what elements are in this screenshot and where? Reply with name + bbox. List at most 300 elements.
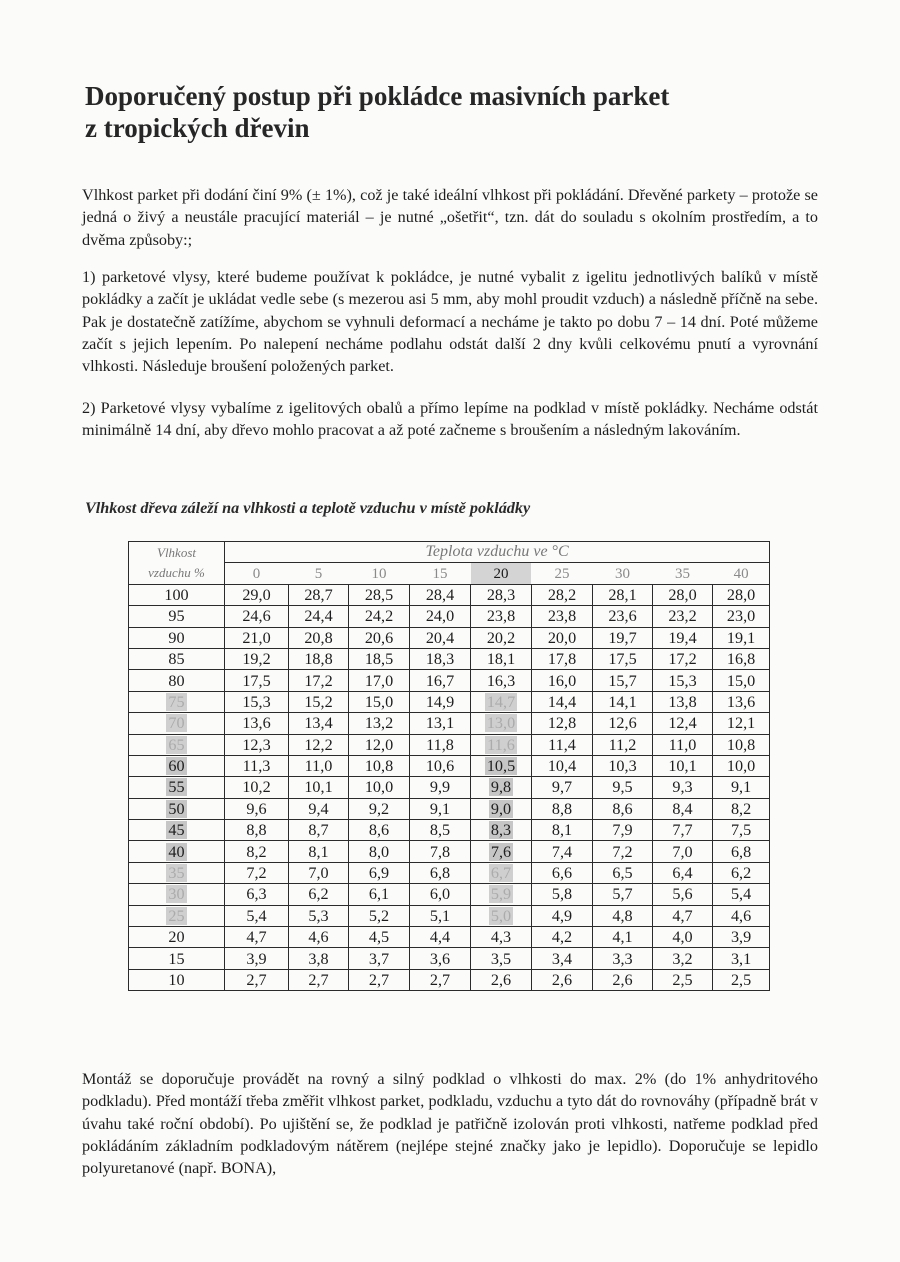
humidity-value: 70 [168, 714, 185, 733]
moisture-cell [225, 884, 289, 905]
moisture-value: 23,8 [547, 607, 577, 626]
moisture-cell [349, 627, 410, 648]
moisture-cell [532, 670, 593, 691]
moisture-cell [225, 713, 289, 734]
humidity-value: 20 [168, 928, 185, 947]
moisture-value: 8,1 [308, 842, 329, 861]
moisture-cell [225, 969, 289, 990]
moisture-value: 5,4 [730, 885, 752, 904]
moisture-value: 16,7 [425, 671, 455, 690]
wood-moisture-table [128, 541, 770, 991]
moisture-cell [532, 820, 593, 841]
moisture-cell [532, 606, 593, 627]
moisture-cell [349, 798, 410, 819]
moisture-cell [410, 734, 471, 755]
moisture-value: 3,2 [672, 949, 693, 968]
moisture-value: 5,6 [672, 885, 693, 904]
moisture-value: 19,1 [726, 628, 756, 647]
moisture-cell [410, 777, 471, 798]
moisture-value: 12,8 [547, 714, 577, 733]
moisture-cell [225, 862, 289, 883]
moisture-value: 13,2 [364, 714, 394, 733]
moisture-value: 18,1 [486, 650, 516, 669]
humidity-cell [129, 862, 225, 883]
moisture-value: 12,0 [364, 735, 394, 754]
moisture-value: 3,4 [551, 949, 573, 968]
humidity-value: 10 [168, 971, 185, 989]
moisture-value: 16,3 [486, 671, 516, 690]
moisture-value: 28,3 [486, 585, 516, 604]
moisture-cell [471, 927, 532, 948]
moisture-value: 9,6 [246, 799, 267, 818]
moisture-cell [349, 862, 410, 883]
moisture-value: 13,6 [726, 692, 756, 711]
humidity-value: 80 [168, 671, 185, 690]
humidity-cell [129, 627, 225, 648]
moisture-cell [713, 606, 770, 627]
moisture-value: 8,2 [246, 842, 267, 861]
moisture-cell [471, 606, 532, 627]
moisture-cell [593, 755, 653, 776]
moisture-cell [349, 584, 410, 605]
moisture-value: 9,2 [368, 799, 390, 818]
moisture-cell [471, 670, 532, 691]
moisture-value: 15,2 [304, 692, 333, 711]
moisture-cell [289, 648, 349, 669]
moisture-cell [593, 713, 653, 734]
moisture-value: 4,8 [612, 906, 633, 925]
moisture-cell [653, 777, 713, 798]
moisture-cell [593, 884, 653, 905]
moisture-cell [532, 734, 593, 755]
moisture-cell [593, 841, 653, 862]
moisture-value: 3,3 [612, 949, 633, 968]
moisture-cell [713, 948, 770, 969]
moisture-cell [225, 755, 289, 776]
moisture-cell [225, 606, 289, 627]
moisture-cell [532, 798, 593, 819]
moisture-value: 3,5 [490, 949, 512, 968]
moisture-value: 10,0 [726, 757, 756, 776]
moisture-cell [653, 691, 713, 712]
moisture-cell [713, 648, 770, 669]
moisture-cell [593, 905, 653, 926]
moisture-value: 8,8 [246, 821, 267, 840]
moisture-cell [225, 948, 289, 969]
moisture-value: 4,7 [246, 928, 267, 947]
moisture-cell [532, 948, 593, 969]
moisture-value: 4,1 [612, 928, 633, 947]
moisture-cell [349, 755, 410, 776]
moisture-value: 20,8 [304, 628, 333, 647]
moisture-cell [653, 606, 713, 627]
table-row [129, 713, 770, 734]
moisture-value: 6,8 [429, 864, 451, 883]
moisture-value: 28,0 [726, 585, 756, 604]
moisture-cell [713, 969, 770, 990]
table-row [129, 862, 770, 883]
moisture-value: 4,0 [672, 928, 693, 947]
moisture-cell [713, 841, 770, 862]
table-row [129, 627, 770, 648]
moisture-cell [532, 627, 593, 648]
moisture-cell [225, 670, 289, 691]
moisture-value: 23,8 [486, 607, 516, 626]
moisture-cell [713, 734, 770, 755]
table-row [129, 777, 770, 798]
humidity-cell [129, 713, 225, 734]
moisture-cell [289, 841, 349, 862]
moisture-cell [713, 670, 770, 691]
humidity-value: 35 [168, 864, 185, 883]
moisture-value: 2,7 [308, 971, 329, 989]
table-row [129, 648, 770, 669]
temperature-header: 30 [593, 563, 653, 584]
moisture-value: 12,3 [242, 735, 271, 754]
moisture-value: 8,3 [490, 821, 512, 840]
moisture-value: 8,5 [429, 821, 451, 840]
moisture-value: 12,1 [726, 714, 756, 733]
moisture-cell [593, 969, 653, 990]
moisture-cell [289, 606, 349, 627]
moisture-value: 4,2 [551, 928, 573, 947]
moisture-value: 6,2 [308, 885, 329, 904]
paragraph-installation: Montáž se doporučuje provádět na rovný a silný podklad o vlhkosti do max. 2% (do 1% anhydritového podkladu). Před montáží třeba změřit vlhkost parket, podkladu, vzduchu a tyto dát do rovnováhy (případně brát v úvahu také roční období). Po ujištění se, že podklad je patřičně izolován proti vlhkosti, natřeme podklad před pokládáním základním podkladovým nátěrem (nejlépe stejné značky jako je lepidlo). Doporučuje se lepidlo polyuretanové (např. BONA), [82, 1070, 818, 1178]
moisture-cell [713, 927, 770, 948]
humidity-cell [129, 606, 225, 627]
moisture-value: 11,2 [608, 735, 637, 754]
moisture-value: 4,5 [368, 928, 390, 947]
temperature-header: 15 [410, 563, 471, 584]
humidity-value: 85 [168, 650, 185, 669]
moisture-value: 29,0 [242, 585, 271, 604]
moisture-value: 17,2 [304, 671, 333, 690]
humidity-cell [129, 927, 225, 948]
moisture-value: 9,1 [429, 799, 451, 818]
humidity-value: 45 [168, 821, 185, 840]
moisture-cell [225, 820, 289, 841]
moisture-cell [653, 755, 713, 776]
moisture-value: 9,5 [612, 778, 633, 797]
moisture-cell [471, 777, 532, 798]
humidity-cell [129, 820, 225, 841]
moisture-cell [653, 627, 713, 648]
moisture-cell [713, 627, 770, 648]
moisture-cell [471, 691, 532, 712]
moisture-value: 10,3 [608, 757, 637, 776]
moisture-cell [713, 755, 770, 776]
humidity-value: 60 [168, 757, 185, 776]
moisture-value: 10,8 [726, 735, 756, 754]
moisture-cell [410, 969, 471, 990]
moisture-value: 18,3 [425, 650, 455, 669]
moisture-value: 6,3 [246, 885, 267, 904]
moisture-cell [410, 820, 471, 841]
moisture-value: 9,4 [308, 799, 329, 818]
table-row [129, 670, 770, 691]
moisture-value: 6,2 [730, 864, 752, 883]
moisture-value: 15,3 [668, 671, 697, 690]
moisture-value: 13,8 [668, 692, 697, 711]
moisture-cell [471, 798, 532, 819]
table-row [129, 691, 770, 712]
table-row [129, 905, 770, 926]
moisture-cell [713, 584, 770, 605]
moisture-value: 11,0 [304, 757, 333, 776]
moisture-cell [289, 755, 349, 776]
moisture-cell [349, 969, 410, 990]
moisture-value: 23,2 [668, 607, 697, 626]
moisture-cell [593, 820, 653, 841]
moisture-cell [593, 670, 653, 691]
moisture-value: 13,0 [486, 714, 516, 733]
moisture-cell [471, 969, 532, 990]
moisture-value: 16,0 [547, 671, 577, 690]
moisture-value: 7,9 [612, 821, 633, 840]
moisture-value: 9,3 [672, 778, 693, 797]
moisture-value: 6,7 [490, 864, 512, 883]
humidity-cell [129, 884, 225, 905]
moisture-value: 14,7 [486, 692, 516, 711]
moisture-cell [349, 777, 410, 798]
humidity-cell [129, 798, 225, 819]
moisture-value: 17,0 [364, 671, 394, 690]
moisture-cell [653, 969, 713, 990]
table-row [129, 948, 770, 969]
moisture-cell [225, 627, 289, 648]
moisture-cell [289, 691, 349, 712]
moisture-cell [410, 670, 471, 691]
moisture-value: 9,8 [490, 778, 512, 797]
moisture-value: 8,4 [672, 799, 693, 818]
moisture-cell [532, 755, 593, 776]
moisture-cell [289, 777, 349, 798]
moisture-value: 7,0 [672, 842, 693, 861]
moisture-cell [653, 841, 713, 862]
moisture-value: 8,6 [612, 799, 633, 818]
moisture-value: 11,3 [242, 757, 271, 776]
moisture-value: 7,2 [612, 842, 633, 861]
moisture-value: 11,4 [548, 735, 576, 754]
moisture-value: 2,6 [551, 971, 573, 989]
moisture-cell [410, 948, 471, 969]
moisture-value: 10,8 [364, 757, 394, 776]
moisture-cell [653, 862, 713, 883]
moisture-cell [593, 777, 653, 798]
moisture-value: 4,9 [551, 906, 573, 925]
moisture-cell [349, 927, 410, 948]
moisture-value: 7,0 [308, 864, 329, 883]
moisture-cell [289, 627, 349, 648]
moisture-cell [349, 948, 410, 969]
moisture-value: 28,0 [668, 585, 697, 604]
moisture-value: 2,7 [368, 971, 390, 989]
moisture-value: 15,0 [726, 671, 756, 690]
moisture-value: 8,7 [308, 821, 329, 840]
moisture-value: 5,4 [246, 906, 267, 925]
moisture-cell [410, 884, 471, 905]
humidity-cell [129, 648, 225, 669]
moisture-value: 8,0 [368, 842, 390, 861]
moisture-value: 2,7 [429, 971, 451, 989]
moisture-cell [225, 691, 289, 712]
row-header-line-2: vzduchu % [148, 564, 205, 580]
moisture-value: 14,4 [547, 692, 577, 711]
moisture-value: 10,1 [668, 757, 697, 776]
moisture-value: 5,2 [368, 906, 390, 925]
moisture-cell [653, 884, 713, 905]
moisture-value: 3,8 [308, 949, 329, 968]
moisture-value: 4,4 [429, 928, 451, 947]
moisture-value: 15,3 [242, 692, 271, 711]
moisture-cell [653, 820, 713, 841]
table-row [129, 884, 770, 905]
table-row [129, 841, 770, 862]
moisture-cell [289, 670, 349, 691]
paragraph-intro: Vlhkost parket při dodání činí 9% (± 1%), což je také ideální vlhkost při pokládání. Dřevěné parkety – protože se jedná o živý a neustále pracující materiál – je nutné „ošetřit“, tzn. dát do souladu s okolním prostředím, a to dvěma způsoby:; [82, 186, 818, 249]
moisture-value: 15,7 [608, 671, 637, 690]
paragraph-method-2: 2) Parketové vlysy vybalíme z igelitových obalů a přímo lepíme na podklad v místě pokládky. Necháme odstát minimálně 14 dní, aby dřevo mohlo pracovat a až poté začneme s broušením a následným lakováním. [82, 399, 818, 440]
moisture-value: 5,7 [612, 885, 633, 904]
moisture-value: 3,1 [730, 949, 752, 968]
moisture-value: 23,0 [726, 607, 756, 626]
moisture-cell [471, 584, 532, 605]
moisture-value: 9,0 [490, 799, 512, 818]
moisture-cell [349, 606, 410, 627]
temperature-header: 25 [532, 563, 593, 584]
humidity-cell [129, 670, 225, 691]
moisture-cell [349, 670, 410, 691]
moisture-value: 7,2 [246, 864, 267, 883]
moisture-value: 28,7 [304, 585, 333, 604]
humidity-cell [129, 948, 225, 969]
moisture-value: 9,9 [429, 778, 451, 797]
moisture-cell [593, 948, 653, 969]
moisture-value: 10,4 [547, 757, 577, 776]
moisture-value: 11,0 [668, 735, 697, 754]
moisture-value: 12,2 [304, 735, 333, 754]
moisture-cell [532, 927, 593, 948]
humidity-value: 90 [168, 628, 185, 647]
moisture-cell [653, 670, 713, 691]
moisture-value: 2,6 [490, 971, 512, 989]
moisture-cell [410, 606, 471, 627]
moisture-cell [410, 841, 471, 862]
moisture-value: 6,4 [672, 864, 693, 883]
table-row [129, 820, 770, 841]
moisture-cell [289, 798, 349, 819]
moisture-cell [289, 862, 349, 883]
moisture-cell [349, 713, 410, 734]
moisture-cell [532, 969, 593, 990]
table-row [129, 584, 770, 605]
moisture-value: 17,5 [608, 650, 637, 669]
moisture-cell [593, 627, 653, 648]
moisture-value: 3,9 [246, 949, 267, 968]
moisture-value: 4,6 [308, 928, 329, 947]
moisture-cell [593, 691, 653, 712]
moisture-cell [410, 755, 471, 776]
moisture-cell [593, 606, 653, 627]
moisture-cell [410, 584, 471, 605]
moisture-cell [713, 884, 770, 905]
moisture-cell [349, 648, 410, 669]
moisture-value: 2,6 [612, 971, 633, 989]
temperature-header: 40 [713, 563, 770, 584]
moisture-cell [653, 713, 713, 734]
humidity-value: 75 [168, 692, 185, 711]
moisture-value: 8,1 [551, 821, 573, 840]
moisture-cell [471, 948, 532, 969]
moisture-cell [471, 841, 532, 862]
moisture-value: 15,0 [364, 692, 394, 711]
moisture-cell [653, 927, 713, 948]
moisture-cell [713, 905, 770, 926]
humidity-cell [129, 691, 225, 712]
table-row [129, 969, 770, 990]
moisture-value: 6,1 [368, 885, 390, 904]
table-row [129, 755, 770, 776]
moisture-cell [225, 905, 289, 926]
moisture-cell [289, 905, 349, 926]
moisture-value: 28,5 [364, 585, 394, 604]
row-header [129, 542, 225, 585]
humidity-cell [129, 755, 225, 776]
moisture-cell [532, 841, 593, 862]
humidity-cell [129, 841, 225, 862]
moisture-cell [410, 627, 471, 648]
moisture-value: 20,4 [425, 628, 455, 647]
moisture-cell [289, 884, 349, 905]
title-line-2: z tropických dřevin [85, 113, 310, 143]
moisture-cell [471, 648, 532, 669]
moisture-value: 19,4 [668, 628, 697, 647]
moisture-cell [225, 777, 289, 798]
moisture-cell [349, 884, 410, 905]
moisture-value: 2,5 [730, 971, 752, 989]
moisture-cell [410, 927, 471, 948]
moisture-value: 10,2 [242, 778, 271, 797]
temperature-header: 5 [289, 563, 349, 584]
humidity-cell [129, 905, 225, 926]
moisture-value: 2,7 [246, 971, 267, 989]
temperature-header-row [129, 563, 770, 584]
humidity-value: 40 [168, 842, 185, 861]
moisture-cell [532, 905, 593, 926]
moisture-cell [349, 820, 410, 841]
moisture-value: 28,1 [608, 585, 637, 604]
humidity-value: 55 [168, 778, 185, 797]
humidity-value: 95 [168, 607, 185, 626]
humidity-cell [129, 734, 225, 755]
humidity-cell [129, 777, 225, 798]
moisture-value: 11,8 [426, 735, 454, 754]
moisture-value: 20,0 [547, 628, 577, 647]
humidity-value: 65 [168, 735, 185, 754]
moisture-value: 6,8 [730, 842, 752, 861]
moisture-cell [713, 820, 770, 841]
moisture-cell [593, 734, 653, 755]
moisture-cell [713, 713, 770, 734]
moisture-value: 5,1 [429, 906, 451, 925]
moisture-value: 12,6 [608, 714, 637, 733]
moisture-value: 17,2 [668, 650, 697, 669]
moisture-cell [593, 798, 653, 819]
moisture-cell [713, 691, 770, 712]
moisture-cell [653, 798, 713, 819]
moisture-value: 8,6 [368, 821, 390, 840]
moisture-cell [410, 862, 471, 883]
